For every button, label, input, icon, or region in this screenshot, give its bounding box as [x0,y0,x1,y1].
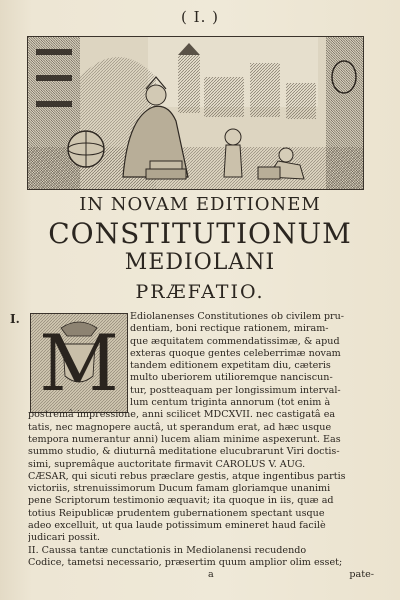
text-line: judicari possit. [28,532,100,544]
page-number: ( I. ) [181,8,219,26]
title-block [0,190,400,303]
text-line: postremâ impressione, anni scilicet MDCXVII. nec castigatâ ea [28,409,336,421]
text-line: exteras quoque gentes celeberrimæ novam [130,347,341,359]
title-line-1: IN NOVAM EDITIONEM [79,194,321,215]
text-line: Codice, tametsi necessario, præsertim quum amplior olim esset; [28,556,343,568]
text-line: tandem editionem expetitam diu, cæteris [130,360,331,372]
title-line-3: MEDIOLANI [124,250,276,275]
section-number: I. [10,312,20,326]
catchword: pate- [349,569,374,581]
text-line: victoriis, strenuissimorum Ducum famam gloriamque unanimi [28,483,331,495]
text-line: tempora numerantur anni) lucem aliam minime aspexerunt. Eas [28,433,341,445]
preface-heading: PRÆFATIO. [135,281,265,303]
text-line: multo uberiorem utilioremque nanciscun- [130,372,333,384]
text-line: summo studio, & diuturnâ meditatione elucubrarunt Viri doctis- [28,446,340,458]
signature-mark: a [208,569,214,581]
title-line-2: CONSTITUTIONUM [48,217,352,250]
text-line: simi, supremâque auctoritate firmavit CAROLUS V. AUG. [28,458,306,470]
text-line: II. Caussa tantæ cunctationis in Mediolanensi recudendo [28,544,307,556]
text-line: totius Reipublicæ prudentem gubernationem spectant usque [28,507,325,519]
text-line: dentiam, boni rectique rationem, miram- [130,323,329,335]
text-line: Ediolanenses Constitutiones ob civilem pru- [130,311,345,322]
initial-letter: M [39,319,119,409]
text-line: tatis, nec magnopere auctâ, ut sperandum erat, ad hæc usque [28,421,332,433]
text-line: que æquitatem commendatissimæ, & apud [130,335,340,347]
text-line: lum centum triginta annorum (tot enim à [130,397,331,409]
engraved-headpiece-illustration [27,36,364,190]
text-line: tur, postteaquam per longissimum interval- [130,384,341,396]
text-line: CÆSAR, qui sicuti rebus præclare gestis, atque ingentibus partis [28,470,346,482]
footer-line [28,569,374,581]
preface-body [28,311,374,581]
text-line: adeo excelluit, ut qua laude potissimum emineret haud facilè [28,520,326,532]
text-line: pene Scriptorum testimonio æquavit; ita quoque in iis, quæ ad [28,495,334,507]
